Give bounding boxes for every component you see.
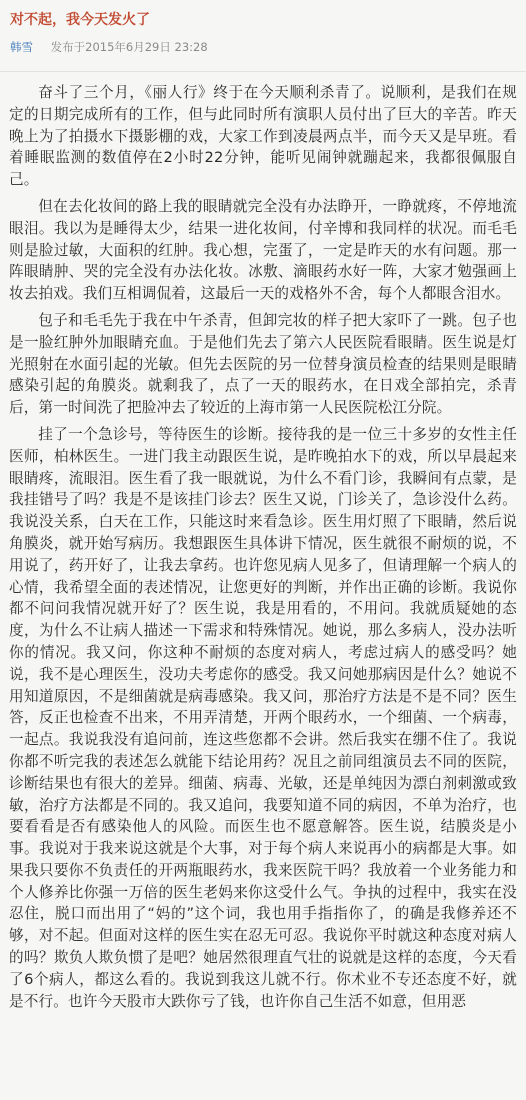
article-meta — [10, 39, 516, 55]
article-title: 对不起，我今天发火了 — [10, 12, 150, 28]
paragraph: 挂了一个急诊号，等待医生的诊断。接待我的是一位三十多岁的女性主任医师，柏林医生。一进门我主动跟医生说，是昨晚拍水下的戏，所以早晨起来眼睛疼，流眼泪。医生看了我一眼就说，为什么不看门诊，我瞬间有点蒙，是我挂错号了吗？我是不是该挂门诊去？医生又说，门诊关了，急诊没什么药。我说没关系，白天在工作，只能这时来看急诊。医生用灯照了下眼睛，然后说角膜炎，就开始写病历。我想跟医生具体讲下情况，医生就很不耐烦的说，不用说了，药开好了，让我去拿药。也许您见病人见多了，但请理解一个病人的心情，我希望全面的表述情况，让您更好的判断，并作出正确的诊断。我说你都不问问我情况就开好了？医生说，我是用看的，不用问。我就质疑她的态度，为什么不让病人描述一下需求和特殊情况。她说，那么多病人，没办法听你的情况。我又问，你这种不耐烦的态度对病人，考虑过病人的感受吗？她说，我不是心理医生，没功夫考虑你的感受。我又问她那病因是什么？她说不用知道原因，不是细菌就是病毒感染。我又问，那治疗方法是不是不同？医生答，反正也检查不出来，不用弄清楚，开两个眼药水，一个细菌、一个病毒，一起点。我说我没有追问前，连这些您都不会讲。然后我实在绷不住了。我说你都不听完我的表述怎么就能下结论用药？况且之前同组演员去不同的医院，诊断结果也有很大的差异。细菌、病毒、光敏，还是单纯因为漂白剂刺激或致敏，治疗方法都是不同的。我又追问，我要知道不同的病因，不单为治疗，也要看看是否有感染他人的风险。而医生也不愿意解答。医生说，结膜炎是小事。我说对于我来说这就是个大事，对于每个病人来说再小的病都是大事。如果我只要你不负责任的开两瓶眼药水，我来医院干吗？我放着一个业务能力和个人修养比你强一万倍的医生老妈来你这受什么气。争执的过程中，我实在没忍住，脱口而出用了“妈的”这个词，我也用手指指你了，的确是我修养还不够，对不起。但面对这样的医生实在忍无可忍。我说你平时就这种态度对病人的吗？欺负人欺负惯了是吧？她居然很理直气壮的说就是这样的态度，今天看了6个病人，都这么看的。我说到我这儿就不行。你术业不专还态度不好，就是不行。也许今天股市大跌你亏了钱，也许你自己生活不如意，但用恶 — [9, 425, 517, 1010]
paragraph: 包子和毛毛先于我在中午杀青，但卸完妆的样子把大家吓了一跳。包子也是一脸红肿外加眼睛充血。于是他们先去了第六人民医院看眼睛。医生说是灯光照射在水面引起的光敏。但先去医院的另一位替身演员检查的结果则是眼睛感染引起的角膜炎。就剩我了，点了一天的眼药水，在日戏全部拍完，杀青后，第一时间洗了把脸冲去了较近的上海市第一人民医院松江分院。 — [9, 311, 517, 417]
paragraph: 但在去化妆间的路上我的眼睛就完全没有办法睁开，一睁就疼，不停地流眼泪。我以为是睡得太少，结果一进化妆间，付辛博和我同样的状况。而毛毛则是脸过敏，大面积的红肿。我心想，完蛋了，一定是昨天的水有问题。那一阵眼睛肿、哭的完全没有办法化妆。冰敷、滴眼药水好一阵，大家才勉强画上妆去拍戏。我们互相调侃着，这最后一天的戏格外不舍，每个人都眼含泪水。 — [9, 197, 517, 303]
article-body — [0, 72, 526, 1012]
author-link[interactable]: 韩雪 — [10, 40, 33, 54]
article-header — [0, 0, 526, 72]
paragraph: 奋斗了三个月，《丽人行》终于在今天顺利杀青了。说顺利，是我们在规定的日期完成所有的工作，但与此同时所有演职人员付出了巨大的辛苦。昨天晚上为了拍摄水下摄影棚的戏，大家工作到凌晨两点半，而今天又是早班。看着睡眠监测的数值停在2小时22分钟，能听见闹钟就蹦起来，我都很佩服自己。 — [9, 84, 517, 189]
publish-time: 发布于2015年6月29日 23:28 — [50, 40, 208, 54]
